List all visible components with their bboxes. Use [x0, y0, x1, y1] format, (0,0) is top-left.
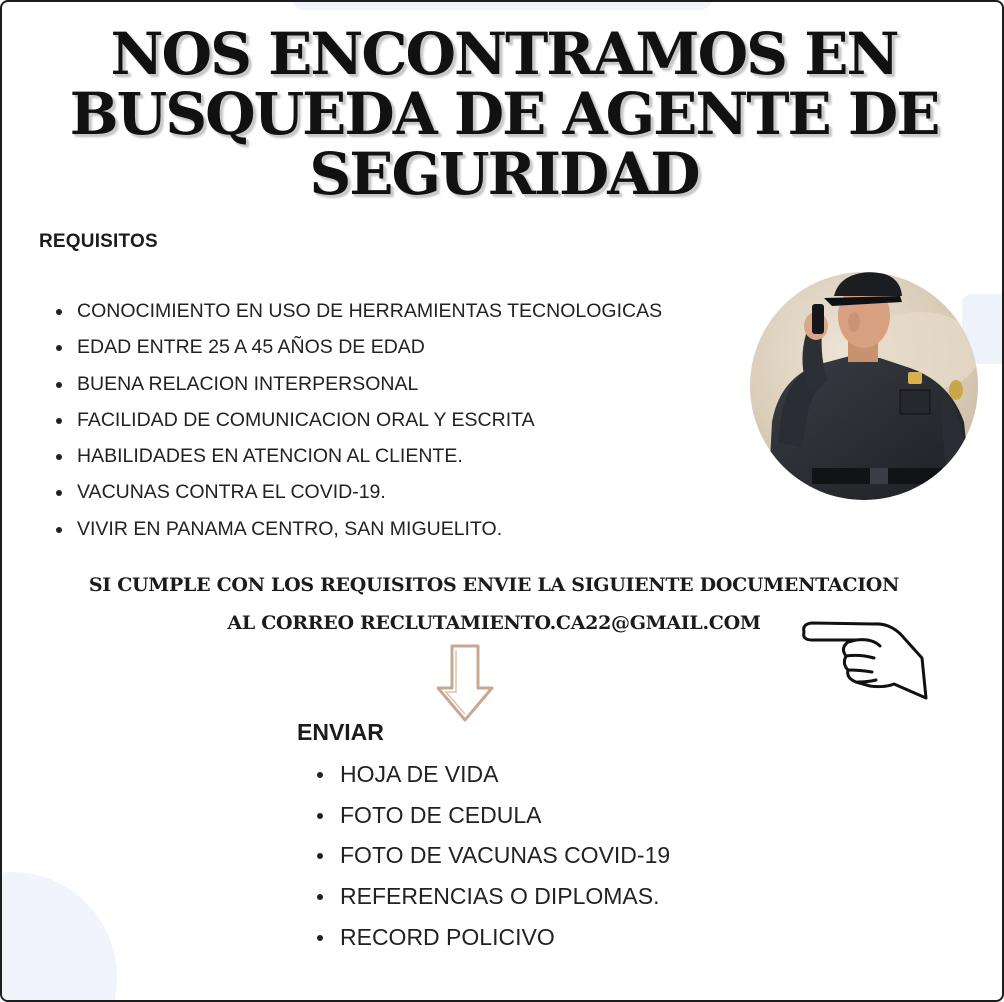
headline — [2, 20, 1004, 208]
headline-line-1: NOS ENCONTRAMOS EN — [110, 20, 898, 88]
send-list — [310, 758, 670, 961]
send-item: RECORD POLICIVO — [310, 921, 670, 962]
requirement-item: VIVIR EN PANAMA CENTRO, SAN MIGUELITO. — [50, 514, 662, 550]
pointing-hand-icon — [798, 612, 932, 704]
security-guard-illustration — [750, 272, 978, 500]
cta-email-line: AL CORREO RECLUTAMIENTO.CA22@GMAIL.COM — [227, 612, 761, 634]
headline-line-3: SEGURIDAD — [309, 140, 699, 208]
decorative-shape — [292, 0, 712, 10]
headline-line-2: BUSQUEDA DE AGENTE DE — [69, 80, 939, 148]
requirement-item: VACUNAS CONTRA EL COVID-19. — [50, 477, 662, 513]
send-title: ENVIAR — [297, 719, 384, 745]
requirements-list — [50, 296, 662, 550]
send-item: REFERENCIAS O DIPLOMAS. — [310, 880, 670, 921]
cta-line-1: SI CUMPLE CON LOS REQUISITOS ENVIE LA SIGUIENTE DOCUMENTACION — [88, 574, 900, 596]
requirement-item: FACILIDAD DE COMUNICACION ORAL Y ESCRITA — [50, 405, 662, 441]
requirement-item: EDAD ENTRE 25 A 45 AÑOS DE EDAD — [50, 332, 662, 368]
send-item: FOTO DE CEDULA — [310, 799, 670, 840]
requirement-item: HABILIDADES EN ATENCION AL CLIENTE. — [50, 441, 662, 477]
requirement-item: CONOCIMIENTO EN USO DE HERRAMIENTAS TECNOLOGICAS — [50, 296, 662, 332]
decorative-circle — [0, 872, 117, 1002]
send-item: HOJA DE VIDA — [310, 758, 670, 799]
requirements-title: REQUISITOS — [39, 231, 158, 252]
down-arrow-icon — [436, 644, 494, 722]
requirement-item: BUENA RELACION INTERPERSONAL — [50, 369, 662, 405]
send-item: FOTO DE VACUNAS COVID-19 — [310, 839, 670, 880]
security-guard-photo — [750, 272, 978, 500]
